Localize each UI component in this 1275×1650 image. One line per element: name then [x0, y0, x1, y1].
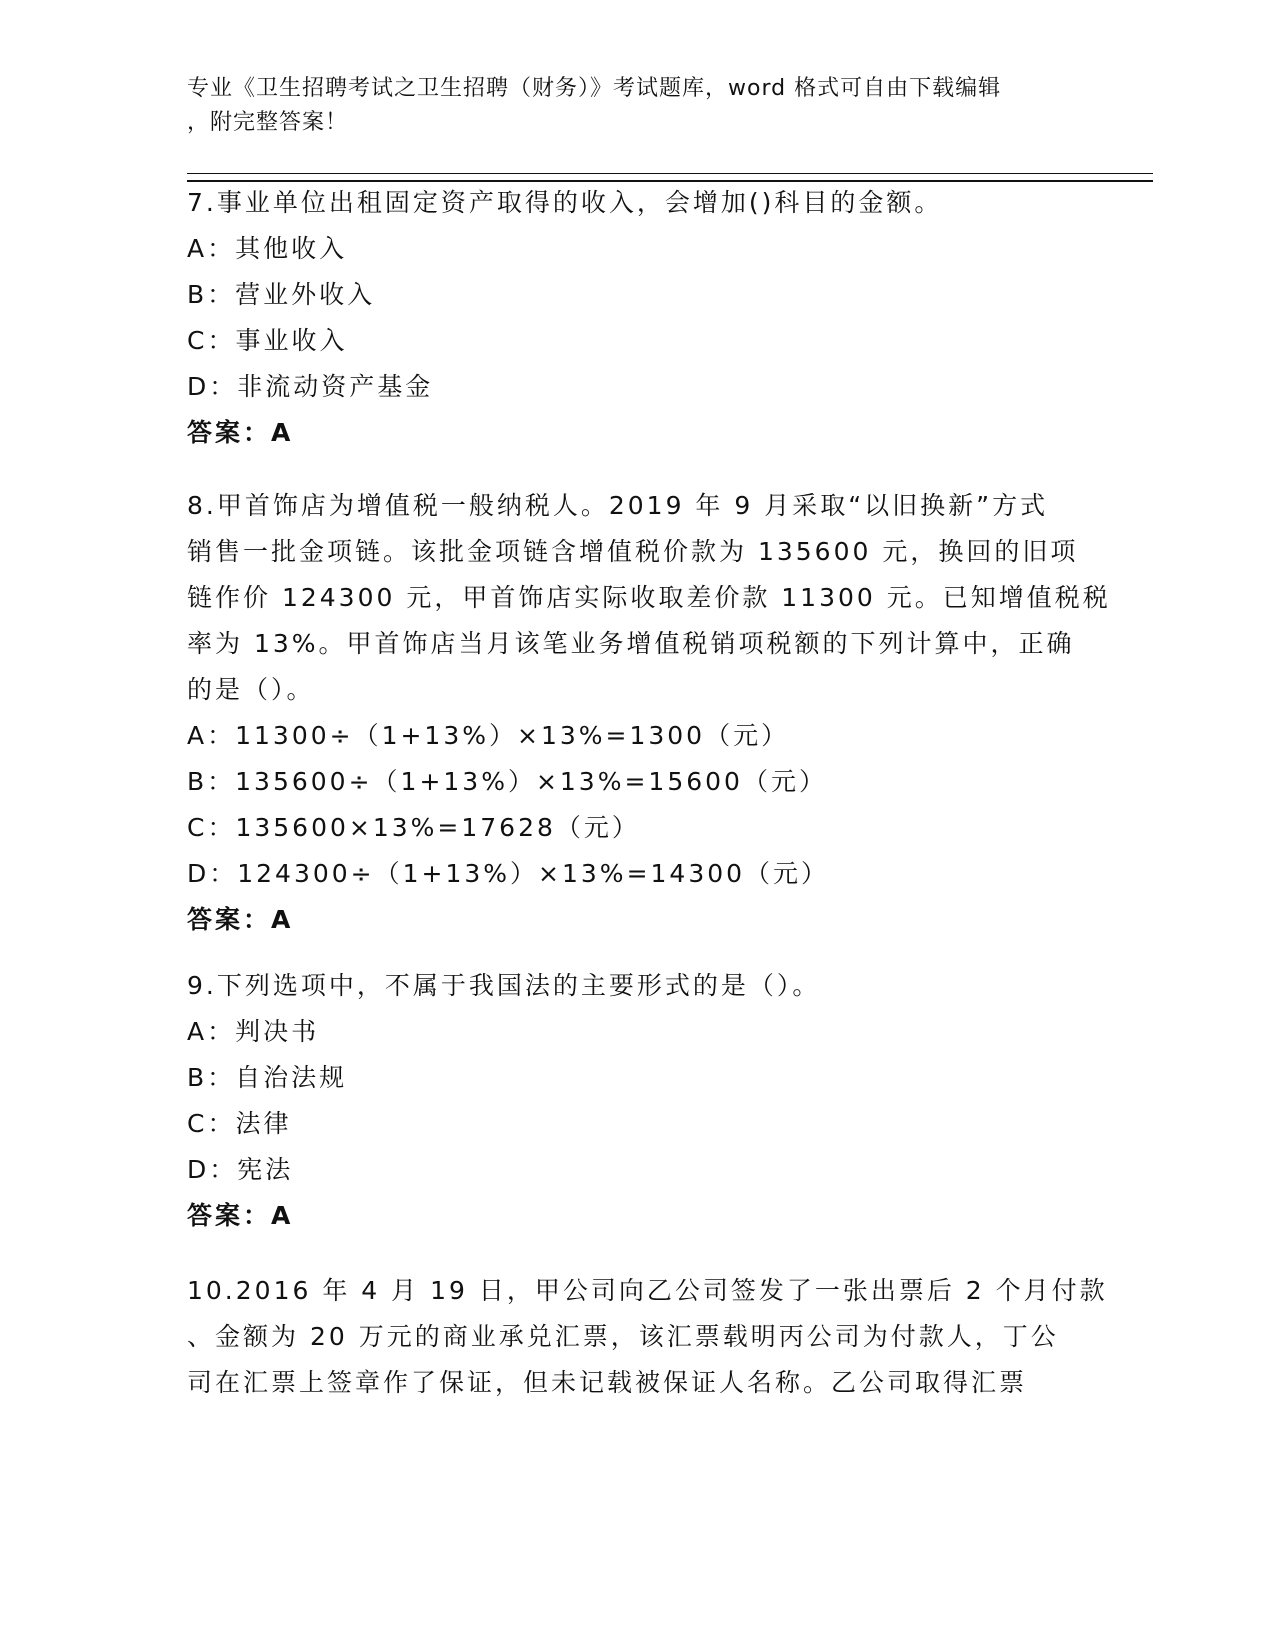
question-text-line-1: 8.甲首饰店为增值税一般纳税人。2019 年 9 月采取“以旧换新”方式: [187, 491, 1049, 520]
header-divider-thin: [187, 173, 1153, 174]
answer: 答案：A: [187, 418, 294, 447]
question-8: [187, 483, 1111, 943]
answer: 答案：A: [187, 1201, 294, 1230]
option-d: D：非流动资产基金: [187, 372, 434, 401]
question-text-line-2: 、金额为 20 万元的商业承兑汇票，该汇票载明丙公司为付款人，丁公: [187, 1322, 1059, 1351]
question-9: [187, 963, 1067, 1239]
option-b: B：营业外收入: [187, 280, 376, 309]
option-b: B：135600÷（1+13%）×13%=15600（元）: [187, 767, 827, 796]
question-text-line-2: 销售一批金项链。该批金项链含增值税价款为 135600 元，换回的旧项: [187, 537, 1079, 566]
document-header: [187, 72, 1067, 140]
question-10: [187, 1268, 1108, 1406]
question-text-line-5: 的是（）。: [187, 675, 315, 704]
answer: 答案：A: [187, 905, 294, 934]
option-d: D：124300÷（1+13%）×13%=14300（元）: [187, 859, 830, 888]
option-c: C：事业收入: [187, 326, 348, 355]
question-text: 7.事业单位出租固定资产取得的收入，会增加()科目的金额。: [187, 188, 943, 217]
question-text-line-4: 率为 13%。甲首饰店当月该笔业务增值税销项税额的下列计算中，正确: [187, 629, 1075, 658]
header-line-1: 专业《卫生招聘考试之卫生招聘（财务）》考试题库，word 格式可自由下载编辑: [187, 76, 1002, 101]
option-a: A：判决书: [187, 1017, 320, 1046]
option-c: C：法律: [187, 1109, 292, 1138]
question-text-line-3: 司在汇票上签章作了保证，但未记载被保证人名称。乙公司取得汇票: [187, 1368, 1028, 1397]
option-a: A：其他收入: [187, 234, 348, 263]
option-c: C：135600×13%=17628（元）: [187, 813, 640, 842]
question-text-line-1: 10.2016 年 4 月 19 日，甲公司向乙公司签发了一张出票后 2 个月付款: [187, 1276, 1108, 1305]
question-text-line-3: 链作价 124300 元，甲首饰店实际收取差价款 11300 元。已知增值税税: [187, 583, 1111, 612]
header-line-2: ，附完整答案！: [187, 110, 349, 135]
option-d: D：宪法: [187, 1155, 294, 1184]
option-a: A：11300÷（1+13%）×13%=1300（元）: [187, 721, 790, 750]
question-7: [187, 180, 1067, 456]
question-text: 9.下列选项中，不属于我国法的主要形式的是（）。: [187, 971, 821, 1000]
option-b: B：自治法规: [187, 1063, 348, 1092]
